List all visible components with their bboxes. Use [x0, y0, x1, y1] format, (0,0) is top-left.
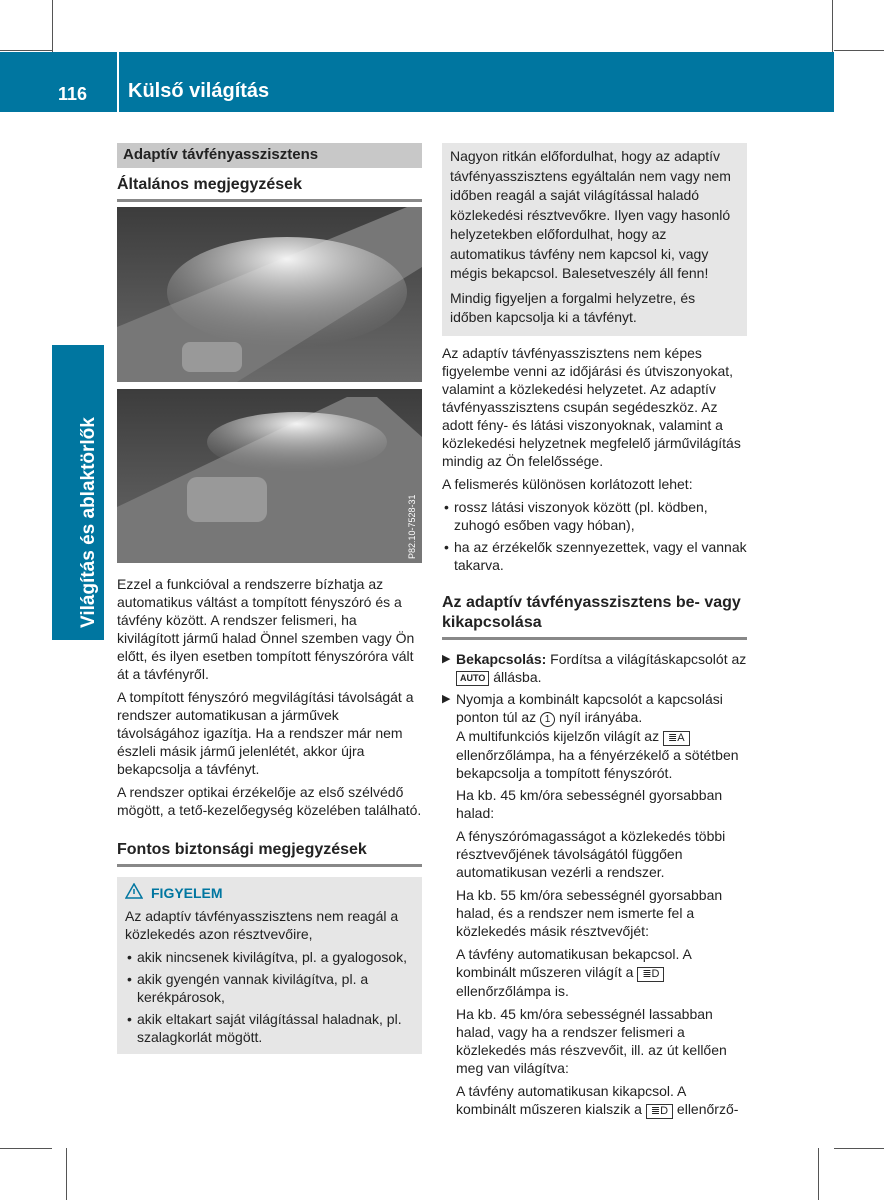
- paragraph: A felismerés különösen korlátozott lehet:: [442, 475, 693, 492]
- list-item: • akik gyengén vannak kivilágítva, pl. a kerékpárosok,: [125, 970, 414, 1006]
- paragraph: A fényszórómagasságot a közlekedés többi résztvevőjének távolságától függően automatikusan vezérli a rendszer.: [456, 827, 726, 880]
- high-beam-indicator-icon: ≣D: [646, 1104, 673, 1119]
- number-1-icon: 1: [540, 712, 555, 727]
- header-band: [0, 52, 834, 112]
- arrow-icon: ▶: [442, 692, 451, 705]
- note-text: Mindig figyeljen a forgalmi helyzetre, és időben kapcsolja ki a távfényt.: [450, 289, 696, 325]
- paragraph: A tompított fényszóró megvilágítási távolságát a rendszer automatikusan a járművek távolságához igazítja. Ha a rendszer már nem észleli másik jármű jelenlétét, akkor újra bekapcsolja a távfényt.: [117, 689, 414, 777]
- note-box: [442, 143, 747, 336]
- crop-mark: [834, 50, 884, 51]
- list-item: • akik nincsenek kivilágítva, pl. a gyalogosok,: [125, 948, 414, 966]
- step-label: Bekapcsolás:: [456, 650, 547, 667]
- side-tab-label: Világítás és ablaktörlők: [78, 417, 99, 628]
- crop-mark: [0, 50, 52, 51]
- low-beam-indicator-icon: ≣A: [663, 731, 690, 746]
- step-text: Fordítsa a világításkapcsolót az: [550, 650, 747, 667]
- page-title: Külső világítás: [128, 80, 270, 102]
- heading-on-off: Az adaptív távfényasszisztens be- vagy kikapcsolása: [442, 586, 747, 640]
- header-divider: [117, 52, 119, 112]
- list-item: • ha az érzékelők szennyezettek, vagy el vannak takarva.: [442, 538, 747, 574]
- crop-mark: [52, 0, 53, 52]
- high-beam-indicator-icon: ≣D: [637, 967, 664, 982]
- note-text: Nagyon ritkán előfordulhat, hogy az adaptív távfényasszisztens egyáltalán nem vagy nem időben reagál a saját világítással haladó közlekedési résztvevőkre. Ilyen vagy hasonló helyzetekben előfordulhat, hogy az automatikus távfény nem kapcsol ki, vagy mégis bekapcsol. Balesetveszély áll fenn!: [450, 148, 731, 281]
- paragraph: Ha kb. 45 km/óra sebességnél gyorsabban halad:: [456, 786, 723, 821]
- crop-mark: [832, 0, 833, 52]
- warning-text: Az adaptív távfényasszisztens nem reagál a közlekedés azon résztvevőire,: [125, 908, 399, 942]
- image-code: P82.10-7528-31: [407, 494, 417, 559]
- heading-safety: Fontos biztonsági megjegyzések: [117, 833, 422, 867]
- paragraph: Ha kb. 45 km/óra sebességnél lassabban halad, vagy ha a rendszer felismeri a közlekedés más részvevőit, ill. az út kellően meg van világítva:: [456, 1005, 727, 1076]
- paragraph: ellenőrző-: [676, 1100, 739, 1117]
- paragraph: A távfény automatikusan bekapcsol. A kombinált műszeren világít a: [456, 945, 692, 980]
- crop-mark: [0, 1148, 52, 1149]
- step-text: Nyomja a kombinált kapcsolót a kapcsolási ponton túl az: [456, 690, 723, 725]
- paragraph: Ha kb. 55 km/óra sebességnél gyorsabban halad, és a rendszer nem ismerte fel a közlekedés másik résztvevőjét:: [456, 886, 723, 939]
- list-item: • rossz látási viszonyok között (pl. ködben, zuhogó esőben vagy hóban),: [442, 498, 747, 534]
- list-item: • akik eltakart saját világítással haladnak, pl. szalagkorlát mögött.: [125, 1010, 414, 1046]
- crop-mark: [66, 1148, 67, 1200]
- step: [442, 650, 747, 686]
- paragraph: A rendszer optikai érzékelője az első szélvédő mögött, a tető-kezelőegység közelében található.: [117, 784, 422, 818]
- crop-mark: [834, 1148, 884, 1149]
- paragraph: Az adaptív távfényasszisztens nem képes figyelembe venni az időjárási és útviszonyokat, valamint a közlekedési helyzetet. Az adaptív távfényasszisztens csupán segédeszköz. Az adott fény- és látási viszonyoknak, valamint a közlekedési helyzetnek megfelelő járművilágítás mindig az Ön felelőssége.: [442, 344, 741, 469]
- paragraph: ellenőrzőlámpa is.: [456, 982, 569, 999]
- right-column: [442, 143, 747, 1124]
- headlight-illustration: [117, 207, 422, 563]
- step-text: ellenőrzőlámpa, ha a fényérzékelő a sötétben bekapcsolja a tompított fényszórót.: [456, 746, 739, 781]
- paragraph: A távfény automatikusan kikapcsol. A kombinált műszeren kialszik a: [456, 1082, 686, 1117]
- warning-box: [117, 877, 422, 1054]
- paragraph: Ezzel a funkcióval a rendszerre bízhatja az automatikus váltást a tompított fényszóró és a távfény között. A rendszer felismeri, ha kivilágított jármű halad Önnel szemben vagy Ön előtt, és ilyen esetben tompított fényszóróra vált át a távfényről.: [117, 576, 415, 682]
- crop-mark: [818, 1148, 819, 1200]
- step-text: állásba.: [493, 668, 542, 685]
- section-title: Adaptív távfényasszisztens: [117, 143, 422, 168]
- left-column: [117, 143, 422, 1054]
- step: [442, 690, 747, 1119]
- auto-key-icon: AUTO: [456, 671, 489, 686]
- heading-general: Általános megjegyzések: [117, 168, 422, 202]
- warning-triangle-icon: [125, 883, 143, 903]
- page-number: 116: [58, 84, 88, 104]
- step-text: A multifunkciós kijelzőn világít az: [456, 727, 660, 744]
- warning-title: FIGYELEM: [151, 885, 223, 901]
- arrow-icon: ▶: [442, 652, 451, 665]
- step-text: nyíl irányába.: [558, 708, 643, 725]
